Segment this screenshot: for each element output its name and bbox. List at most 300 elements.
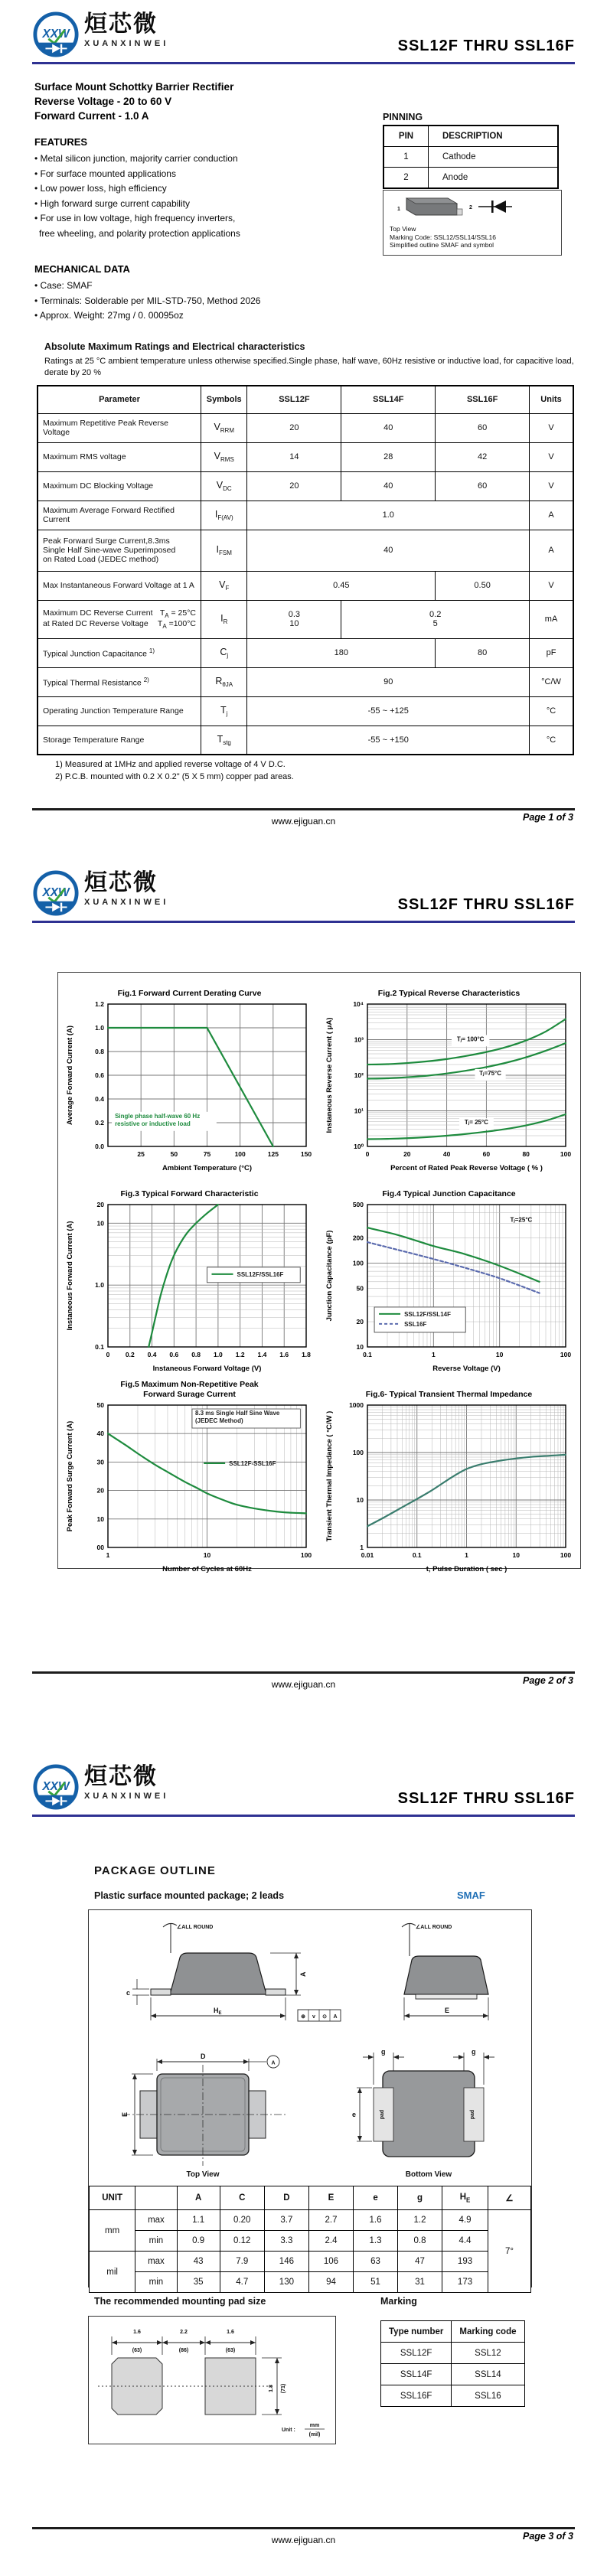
svg-text:1.8: 1.8 <box>301 1351 311 1358</box>
table-row: Storage Temperature Range $T_{stg}$ -55 ~ +150 °C <box>38 726 573 755</box>
svg-text:10¹: 10¹ <box>354 1107 364 1115</box>
package-symbol-box <box>383 190 562 256</box>
page-header <box>0 1753 607 1817</box>
svg-text:75: 75 <box>203 1150 210 1158</box>
fig3-plot <box>64 1199 316 1374</box>
diode-symbol-icon <box>478 201 512 213</box>
svg-text:0.1: 0.1 <box>412 1551 422 1559</box>
svg-text:SSL16F: SSL16F <box>403 1320 426 1328</box>
package-outline-subheading: Plastic surface mounted package; 2 leads <box>94 1890 285 1901</box>
feature-item: • For use in low voltage, high frequency inverters, <box>34 213 236 223</box>
description-col-header: DESCRIPTION <box>429 126 559 147</box>
header-rule <box>32 62 575 64</box>
svg-text:10⁰: 10⁰ <box>353 1143 364 1150</box>
svg-text:100: 100 <box>560 1150 571 1158</box>
footer-page-number: Page 3 of 3 <box>523 2531 573 2542</box>
bottom-view-caption: Bottom View <box>405 2170 452 2179</box>
marking-heading: Marking <box>380 2296 417 2307</box>
footnote: 2) P.C.B. mounted with 0.2 X 0.2" (5 X 5 mm) copper pad areas. <box>55 772 294 781</box>
fig1-plot <box>64 999 316 1173</box>
pad-dim-gap-mil: (86) <box>178 2348 189 2353</box>
value: 28 <box>341 442 436 471</box>
package-note-line: Top View <box>390 225 416 233</box>
parameter: Typical Junction Capacitance $^{1)}$ <box>38 638 201 667</box>
footer-page-number: Page 2 of 3 <box>523 1675 573 1686</box>
svg-text:8.3 ms Single Half Sine Wave: 8.3 ms Single Half Sine Wave <box>194 1410 279 1417</box>
features-heading: FEATURES <box>34 136 88 148</box>
svg-text:(JEDEC Method): (JEDEC Method) <box>194 1417 243 1425</box>
svg-text:40: 40 <box>96 1430 104 1438</box>
svg-text:20: 20 <box>96 1486 104 1495</box>
col-header: SSL14F <box>341 386 436 413</box>
col-header: Parameter <box>38 386 201 413</box>
svg-text:0.1: 0.1 <box>94 1343 104 1351</box>
svg-text:1: 1 <box>106 1551 109 1559</box>
parameter: Typical Thermal Resistance $^{2)}$ <box>38 667 201 696</box>
pad-dim-w2: 1.6 <box>227 2330 234 2335</box>
svg-text:100: 100 <box>352 1449 364 1456</box>
dim-e-label: E <box>445 2007 450 2014</box>
case-name: SMAF <box>457 1890 485 1901</box>
table-row: Maximum Repetitive Peak Reverse Voltage $V_{RRM}$ 20 40 60 V <box>38 413 573 442</box>
dim-c-label: c <box>126 1989 131 1997</box>
tolerance-box <box>298 2010 341 2021</box>
svg-text:t, Pulse Duration ( sec ): t, Pulse Duration ( sec ) <box>426 1565 507 1573</box>
package-note-line: Marking Code: SSL12/SSL14/SSL16 <box>390 233 496 241</box>
logo-monogram: XXW <box>42 27 70 41</box>
svg-text:⊕: ⊕ <box>301 2014 305 2020</box>
footer-rule <box>32 1671 575 1674</box>
mechanical-data-heading: MECHANICAL DATA <box>34 263 130 275</box>
unit: V <box>530 471 573 501</box>
value: 14 <box>247 442 341 471</box>
value: 180 <box>247 638 436 667</box>
part-number-title: SSL12F THRU SSL16F <box>397 37 575 54</box>
logo-mark-icon <box>32 869 80 917</box>
svg-text:Average Forward Current (A): Average Forward Current (A) <box>65 1025 74 1126</box>
symbol: V <box>214 421 220 432</box>
table-row: mil max 43 7.9 146 106 63 47 193 <box>90 2252 531 2272</box>
svg-text:Percent of Rated Peak Reverse: Percent of Rated Peak Reverse Voltage ( % ) <box>390 1164 543 1172</box>
parameter: Maximum RMS voltage <box>38 442 201 471</box>
svg-text:Junction Capacitance (pF): Junction Capacitance (pF) <box>325 1230 334 1322</box>
table-row: SSL12F SSL12 <box>381 2343 525 2364</box>
svg-text:1000: 1000 <box>348 1401 364 1409</box>
svg-text:00: 00 <box>96 1544 104 1551</box>
dim-g-label: g <box>472 2048 476 2056</box>
table-row: Maximum RMS voltage $V_{RMS}$ 14 28 42 V <box>38 442 573 471</box>
footer-page-number: Page 1 of 3 <box>523 812 573 823</box>
table-row: min 0.9 0.12 3.3 2.4 1.3 0.8 4.4 <box>90 2231 531 2252</box>
value: 40 <box>341 471 436 501</box>
page-header <box>0 0 607 64</box>
pinning-table <box>383 125 559 189</box>
col-header: Symbols <box>201 386 247 413</box>
svg-text:60: 60 <box>482 1150 490 1158</box>
value: 80 <box>436 638 530 667</box>
package-end-view <box>370 1918 523 2039</box>
table-row: SSL14F SSL14 <box>381 2364 525 2385</box>
fig2-plot <box>323 999 576 1173</box>
marking-table <box>380 2320 525 2407</box>
svg-text:40: 40 <box>442 1150 450 1158</box>
company-name-en: XUANXINWEI <box>84 1792 169 1801</box>
fig1-forward-current-derating-curve <box>64 979 316 1173</box>
svg-text:1.4: 1.4 <box>257 1351 266 1358</box>
parameter: Max Instantaneous Forward Voltage at 1 A <box>38 571 201 600</box>
top-view-caption: Top View <box>186 2170 220 2179</box>
svg-text:0.6: 0.6 <box>94 1071 104 1079</box>
svg-text:0.8: 0.8 <box>94 1048 104 1055</box>
svg-text:100: 100 <box>560 1551 571 1559</box>
footnotes <box>55 758 294 783</box>
parameter: Maximum DC Blocking Voltage <box>38 471 201 501</box>
mounting-pad-box <box>88 2316 336 2444</box>
angle-value: 7° <box>488 2210 531 2293</box>
figures-box <box>57 972 581 1573</box>
pad-dim-w2-mil: (63) <box>225 2348 236 2353</box>
svg-text:1.6: 1.6 <box>279 1351 289 1358</box>
svg-text:v: v <box>312 2014 315 2020</box>
unit: A <box>530 530 573 571</box>
svg-text:0.2: 0.2 <box>125 1351 135 1358</box>
value: -55 ~ +125 <box>247 696 530 726</box>
svg-text:SSL12F-SSL16F: SSL12F-SSL16F <box>228 1459 276 1467</box>
value: 40 <box>247 530 530 571</box>
all-round-label: ∠ALL ROUND <box>416 1925 452 1930</box>
svg-text:0.1: 0.1 <box>362 1351 372 1358</box>
mechanical-item: • Case: SMAF <box>34 280 93 291</box>
pin-col-header: PIN <box>383 126 429 147</box>
company-logo <box>32 869 168 917</box>
datum-label: A <box>271 2060 276 2066</box>
summary-line: Surface Mount Schottky Barrier Rectifier <box>34 81 234 93</box>
svg-text:10: 10 <box>512 1551 520 1559</box>
svg-text:10²: 10² <box>354 1071 364 1079</box>
table-row: Maximum DC Blocking Voltage $V_{DC}$ 20 40 60 V <box>38 471 573 501</box>
svg-text:10: 10 <box>495 1351 503 1358</box>
parameter: Operating Junction Temperature Range <box>38 696 201 726</box>
footer-website: www.ejiguan.cn <box>271 2535 336 2545</box>
package-outline-heading: PACKAGE OUTLINE <box>94 1864 216 1877</box>
page-2 <box>0 859 607 1753</box>
unit-denominator: (mil) <box>308 2432 321 2437</box>
fig4-plot <box>323 1199 576 1374</box>
figure-title: Fig.4 Typical Junction Capacitance <box>382 1189 516 1198</box>
side-views <box>89 1918 531 2039</box>
pinning-header-row <box>383 126 558 147</box>
svg-text:Instaneous Reverse Current ( μ: Instaneous Reverse Current ( μA) <box>325 1017 334 1133</box>
svg-text:100: 100 <box>300 1551 312 1559</box>
table-row: Typical Junction Capacitance $^{1)}$ $C_j$ 180 80 pF <box>38 638 573 667</box>
series-tj75 <box>367 1043 566 1079</box>
feature-item: • High forward surge current capability <box>34 197 190 209</box>
value: -55 ~ +150 <box>247 726 530 755</box>
summary-line: Reverse Voltage - 20 to 60 V <box>34 96 172 107</box>
logo-mark-icon <box>32 11 80 58</box>
svg-text:10⁴: 10⁴ <box>352 1000 364 1008</box>
svg-text:150: 150 <box>300 1150 312 1158</box>
figure-title: Fig.3 Typical Forward Characteristic <box>120 1189 259 1198</box>
svg-text:0: 0 <box>365 1150 369 1158</box>
dimension-table <box>89 2186 531 2293</box>
svg-text:Peak Forward Surge Current (A): Peak Forward Surge Current (A) <box>65 1420 74 1532</box>
svg-text:⊙: ⊙ <box>322 2014 327 2020</box>
value: 0.2 5 <box>341 600 530 638</box>
company-name-zh: 烜芯微 <box>84 1764 158 1789</box>
pin-description: Anode <box>429 168 559 189</box>
figure-title: Fig.5 Maximum Non-Repetitive Peak <box>120 1380 259 1389</box>
svg-text:10: 10 <box>96 1515 104 1523</box>
features-list <box>34 152 364 241</box>
svg-text:100: 100 <box>234 1150 246 1158</box>
unit-numerator: mm <box>309 2423 320 2428</box>
table-row: Max Instantaneous Forward Voltage at 1 A $V_F$ 0.45 0.50 V <box>38 571 573 600</box>
footer-rule <box>32 2527 575 2529</box>
package-side-view <box>97 1918 350 2039</box>
feature-item: • Metal silicon junction, majority carrier conduction <box>34 153 238 164</box>
svg-text:50: 50 <box>356 1284 364 1293</box>
package-outline-box <box>88 1909 532 2287</box>
ratings-table <box>37 385 574 755</box>
svg-text:1: 1 <box>431 1351 436 1358</box>
figure-title: Fig.6- Typical Transient Thermal Impedance <box>365 1390 533 1399</box>
value: 1.0 <box>247 501 530 530</box>
svg-text:25: 25 <box>136 1150 145 1158</box>
fig5-max-non-repetitive-surge-current <box>64 1380 316 1574</box>
unit: °C <box>530 696 573 726</box>
value: 42 <box>436 442 530 471</box>
value: 20 <box>247 413 341 442</box>
pad-dim-w1: 1.6 <box>133 2330 141 2335</box>
parameter: Maximum Repetitive Peak Reverse Voltage <box>38 413 201 442</box>
fig6-typical-transient-thermal-impedance <box>323 1380 576 1574</box>
svg-text:80: 80 <box>521 1150 530 1158</box>
figure-title-block <box>118 979 262 999</box>
svg-text:10: 10 <box>356 1343 364 1351</box>
svg-text:1.2: 1.2 <box>235 1351 245 1358</box>
svg-text:100: 100 <box>352 1259 364 1267</box>
pad-label: pad <box>470 2109 475 2120</box>
mounting-pad-drawing <box>89 2317 334 2441</box>
footer-rule <box>32 808 575 810</box>
package-drawing <box>383 191 558 221</box>
table-row: mm max 1.1 0.20 3.7 2.7 1.6 1.2 4.9 7° <box>90 2210 531 2231</box>
svg-text:0.4: 0.4 <box>147 1351 156 1358</box>
value: 60 <box>436 413 530 442</box>
table-row: Operating Junction Temperature Range $T_j$ -55 ~ +125 °C <box>38 696 573 726</box>
table-row: SSL16F SSL16 <box>381 2385 525 2407</box>
col-header: SSL16F <box>436 386 530 413</box>
value: 40 <box>341 413 436 442</box>
footnote: 1) Measured at 1MHz and applied reverse voltage of 4 V D.C. <box>55 760 286 769</box>
mounting-pad-heading: The recommended mounting pad size <box>94 2296 266 2307</box>
figures-grid <box>58 973 580 1580</box>
fig6-plot <box>323 1400 576 1574</box>
footer-website: www.ejiguan.cn <box>271 816 336 827</box>
unit: V <box>530 571 573 600</box>
unit: mA <box>530 600 573 638</box>
part-number-title: SSL12F THRU SSL16F <box>397 1790 575 1807</box>
svg-text:Instaneous Forward Voltage (V): Instaneous Forward Voltage (V) <box>152 1365 261 1373</box>
table-row: min 35 4.7 130 94 51 31 173 <box>90 2272 531 2293</box>
feature-item: free wheeling, and polarity protection applications <box>39 227 240 239</box>
figure-title-block <box>120 1179 258 1199</box>
figure-title-block <box>120 1380 258 1400</box>
pad-dim-w1-mil: (63) <box>132 2348 142 2353</box>
company-name-zh: 烜芯微 <box>84 870 158 895</box>
svg-text:0: 0 <box>106 1351 109 1358</box>
table-row: Maximum Average Forward Rectified Current $I_{F(AV)}$ 1.0 A <box>38 501 573 530</box>
company-name-en: XUANXINWEI <box>84 39 169 48</box>
svg-text:30: 30 <box>96 1458 104 1466</box>
unit: °C/W <box>530 667 573 696</box>
value: 20 <box>247 471 341 501</box>
svg-text:Instaneous Forward Current (A): Instaneous Forward Current (A) <box>65 1221 74 1331</box>
svg-text:500: 500 <box>352 1201 364 1208</box>
svg-text:10: 10 <box>356 1496 364 1504</box>
col-header: SSL12F <box>247 386 341 413</box>
feature-item: • For surface mounted applications <box>34 168 176 179</box>
svg-text:200: 200 <box>352 1234 364 1242</box>
page-1 <box>0 0 607 859</box>
dim-he-label: $H_E$ <box>214 2007 222 2016</box>
pad-label: pad <box>380 2109 385 2120</box>
header-rule <box>32 1815 575 1817</box>
ratings-header-row <box>38 386 573 413</box>
summary-line: Forward Current - 1.0 A <box>34 110 149 122</box>
value: 0.45 <box>247 571 436 600</box>
top-bottom-views <box>89 2042 531 2181</box>
mechanical-item: • Terminals: Solderable per MIL-STD-750, Method 2026 <box>34 295 261 306</box>
dim-g-label: g <box>381 2048 386 2056</box>
svg-text:0.6: 0.6 <box>168 1351 178 1358</box>
svg-text:1.2: 1.2 <box>94 1000 104 1008</box>
svg-text:20: 20 <box>403 1150 411 1158</box>
svg-text:1.0: 1.0 <box>94 1281 104 1290</box>
svg-text:Number of Cycles at 60Hz: Number of Cycles at 60Hz <box>162 1565 252 1573</box>
page-3 <box>0 1753 607 2576</box>
svg-text:125: 125 <box>267 1150 279 1158</box>
figure-title-block <box>366 1380 532 1400</box>
value: 90 <box>247 667 530 696</box>
package-top-view <box>100 2042 306 2181</box>
svg-text:Tⱼ=75°C: Tⱼ=75°C <box>478 1070 501 1077</box>
value: 0.3 10 <box>247 600 341 638</box>
pin1-label: 1 <box>397 207 400 212</box>
svg-text:50: 50 <box>96 1401 104 1409</box>
fig4-typical-junction-capacitance <box>323 1179 576 1374</box>
company-logo <box>32 11 168 58</box>
col-header: Units <box>530 386 573 413</box>
svg-text:Transient Thermal Impedance (: Transient Thermal Impedance ( °C/W ) <box>325 1410 334 1542</box>
mechanical-item: • Approx. Weight: 27mg / 0. 00095oz <box>34 310 184 321</box>
company-logo <box>32 1763 168 1811</box>
package-note-line: Simplified outline SMAF and symbol <box>390 241 494 249</box>
figure-title-block <box>378 979 520 999</box>
svg-text:100: 100 <box>560 1351 571 1358</box>
svg-text:10: 10 <box>203 1551 210 1559</box>
svg-text:1: 1 <box>464 1551 468 1559</box>
dim-e-small-label: e <box>352 2111 357 2118</box>
svg-text:Single phase half-wave 60 Hz: Single phase half-wave 60 Hz <box>114 1112 200 1120</box>
svg-text:1.0: 1.0 <box>94 1024 104 1032</box>
dim-d-label: D <box>201 2053 206 2060</box>
value: 60 <box>436 471 530 501</box>
table-row: Typical Thermal Resistance $^{2)}$ $R_{\theta JA}$ 90 °C/W <box>38 667 573 696</box>
svg-text:0.2: 0.2 <box>94 1119 104 1127</box>
logo-mark-icon <box>32 1763 80 1811</box>
unit: pF <box>530 638 573 667</box>
marking-header-row: Type number Marking code <box>381 2321 525 2343</box>
package-bottom-view <box>337 2042 521 2181</box>
parameter: Maximum Average Forward Rectified Current <box>38 501 201 530</box>
svg-text:resistive or inductive load: resistive or inductive load <box>114 1120 191 1127</box>
fig2-typical-reverse-characteristics <box>323 979 576 1173</box>
svg-text:Tⱼ= 25°C: Tⱼ= 25°C <box>464 1119 488 1127</box>
svg-text:Reverse Voltage (V): Reverse Voltage (V) <box>432 1365 501 1373</box>
svg-text:50: 50 <box>170 1150 178 1158</box>
svg-text:A: A <box>333 2014 338 2020</box>
fig3-typical-forward-characteristic <box>64 1179 316 1374</box>
pin-description: Cathode <box>429 147 559 168</box>
figure-title: Fig.2 Typical Reverse Characteristics <box>377 989 521 998</box>
figure-title-block <box>382 1179 515 1199</box>
svg-text:20: 20 <box>96 1201 104 1208</box>
table-row: Maximum DC Reverse Current $T_A = 25^\circ C$ at Rated DC Reverse Voltage $T_A =100^\circ C$ $I_R$ 0.3 10 0.2 5 mA <box>38 600 573 638</box>
ratings-heading: Absolute Maximum Ratings and Electrical characteristics <box>44 341 305 352</box>
fig5-plot <box>64 1400 316 1574</box>
svg-text:Ambient Temperature (°C): Ambient Temperature (°C) <box>162 1164 252 1172</box>
footer-website: www.ejiguan.cn <box>271 1679 336 1690</box>
pin2-label: 2 <box>469 205 472 210</box>
figure-title: Forward Surage Current <box>143 1390 236 1399</box>
parameter: Storage Temperature Range <box>38 726 201 755</box>
svg-text:0.01: 0.01 <box>361 1551 374 1559</box>
svg-text:Tⱼ=25°C: Tⱼ=25°C <box>509 1216 532 1224</box>
svg-text:SSL12F/SSL16F: SSL12F/SSL16F <box>237 1270 283 1278</box>
dim-a-label: A <box>299 1971 307 1977</box>
svg-text:0.8: 0.8 <box>191 1351 201 1358</box>
ratings-note: Ratings at 25 °C ambient temperature unless otherwise specified.Single phase, half wave, 60Hz resistive or inductive load, for capacitive load, derate by 20 % <box>44 357 574 377</box>
table-row <box>383 147 558 168</box>
svg-text:20: 20 <box>356 1318 364 1326</box>
pinning-title: PINNING <box>383 112 423 122</box>
svg-text:1.0: 1.0 <box>213 1351 223 1358</box>
svg-text:0.4: 0.4 <box>94 1095 104 1103</box>
pad-dim-h: 1.8 <box>269 2385 274 2392</box>
product-summary <box>34 80 233 123</box>
page-header <box>0 859 607 923</box>
svg-text:SSL12F/SSL14F: SSL12F/SSL14F <box>403 1310 451 1318</box>
svg-text:10³: 10³ <box>354 1035 364 1044</box>
unit: V <box>530 413 573 442</box>
svg-text:XXW: XXW <box>42 1779 70 1793</box>
all-round-label: ∠ALL ROUND <box>177 1925 214 1930</box>
table-row: Peak Forward Surge Current,8.3ms Single Half Sine-wave Superimposed on Rated Load (JEDEC method) $I_{FSM}$ 40 A <box>38 530 573 571</box>
pin-number: 1 <box>383 147 429 168</box>
unit-label: Unit : <box>282 2428 295 2433</box>
parameter: Peak Forward Surge Current,8.3ms Single Half Sine-wave Superimposed on Rated Load (JEDEC method) <box>38 530 201 571</box>
unit: °C <box>530 726 573 755</box>
unit: V <box>530 442 573 471</box>
dim-e-label: E <box>121 2111 129 2117</box>
parameter: Maximum DC Reverse Current $T_A = 25^\circ C$ at Rated DC Reverse Voltage $T_A =100^\circ C$ <box>38 600 201 638</box>
figure-title: Fig.1 Forward Current Derating Curve <box>117 989 262 998</box>
table-row <box>383 168 558 189</box>
value: 0.50 <box>436 571 530 600</box>
svg-text:1: 1 <box>359 1544 364 1551</box>
